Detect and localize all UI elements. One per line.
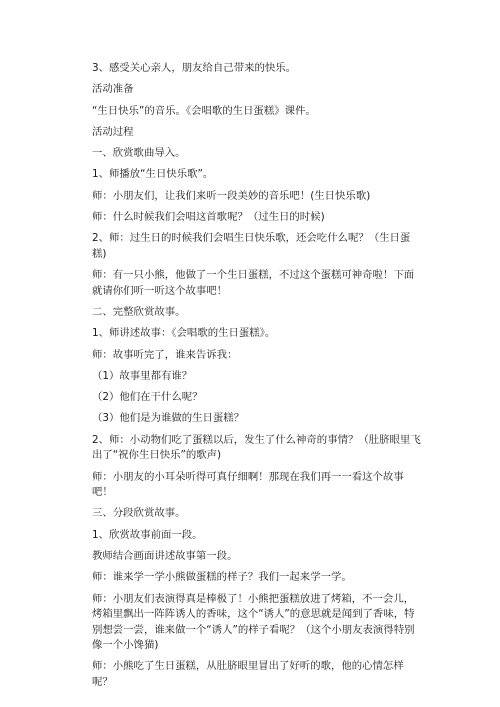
section-heading: 活动准备 bbox=[92, 83, 134, 96]
text-line: 师：谁来学一学小熊做蛋糕的样子？我们一起来学一学。 bbox=[92, 571, 352, 584]
question-item: （1）故事里都有谁？ bbox=[92, 369, 193, 382]
text-paragraph: 师：有一只小熊，他做了一个生日蛋糕，不过这个蛋糕可神奇啦！下面就请你们听一听这个故事吧！ bbox=[92, 269, 415, 297]
text-line: 师：小朋友的小耳朵听得可真仔细啊！那现在我们再一一看这个故事吧！ bbox=[92, 470, 404, 499]
text-line: 师：小熊吃了生日蛋糕，从肚脐眼里冒出了好听的歌，他的心情怎样呢？ bbox=[92, 660, 404, 688]
text-line: 3、感受关心亲人，朋友给自己带来的快乐。 bbox=[92, 62, 297, 74]
question-item: （2）他们在干什么呢？ bbox=[92, 391, 203, 404]
text-line: 1、欣赏故事前面一段。 bbox=[92, 528, 203, 541]
subsection-heading: 二、完整欣赏故事。 bbox=[92, 305, 186, 318]
section-heading: 活动过程 bbox=[92, 125, 134, 138]
text-paragraph: 师：小朋友们表演得真是棒极了！小熊把蛋糕放进了烤箱，不一会儿，烤箱里飘出一阵阵诱人的香味，这个“诱人”的意思就是闻到了香味，特别想尝一尝，谁来做一个“诱人”的样子看呢？（这个小朋友表演得特别像一个小馋猫) bbox=[92, 592, 415, 652]
text-line: 教师结合画面讲述故事第一段。 bbox=[92, 549, 238, 562]
text-line: 1、师讲述故事：《会唱歌的生日蛋糕》。 bbox=[92, 327, 276, 340]
text-line: “生日快乐”的音乐。《会唱歌的生日蛋糕》课件。 bbox=[92, 104, 316, 117]
question-item: （3）他们是为谁做的生日蛋糕？ bbox=[92, 412, 245, 425]
subsection-heading: 三、分段欣赏故事。 bbox=[92, 507, 186, 520]
subsection-heading: 一、欣赏歌曲导入。 bbox=[92, 147, 186, 160]
text-paragraph: 2、师：小动物们吃了蛋糕以后，发生了什么神奇的事情？（肚脐眼里飞出了“祝你生日快乐”的歌声) bbox=[92, 433, 421, 462]
text-line: 师：小朋友们，让我们来听一段美妙的音乐吧！(生日快乐歌) bbox=[92, 189, 371, 202]
text-line: 1、师播放“生日快乐歌”。 bbox=[92, 168, 214, 181]
text-line: 师：故事听完了，谁来告诉我： bbox=[92, 348, 238, 361]
text-line: 2、师：过生日的时候我们会唱生日快乐歌，还会吃什么呢？（生日蛋糕) bbox=[92, 232, 411, 260]
text-line: 师：什么时候我们会唱这首歌呢？（过生日的时候) bbox=[92, 211, 325, 224]
